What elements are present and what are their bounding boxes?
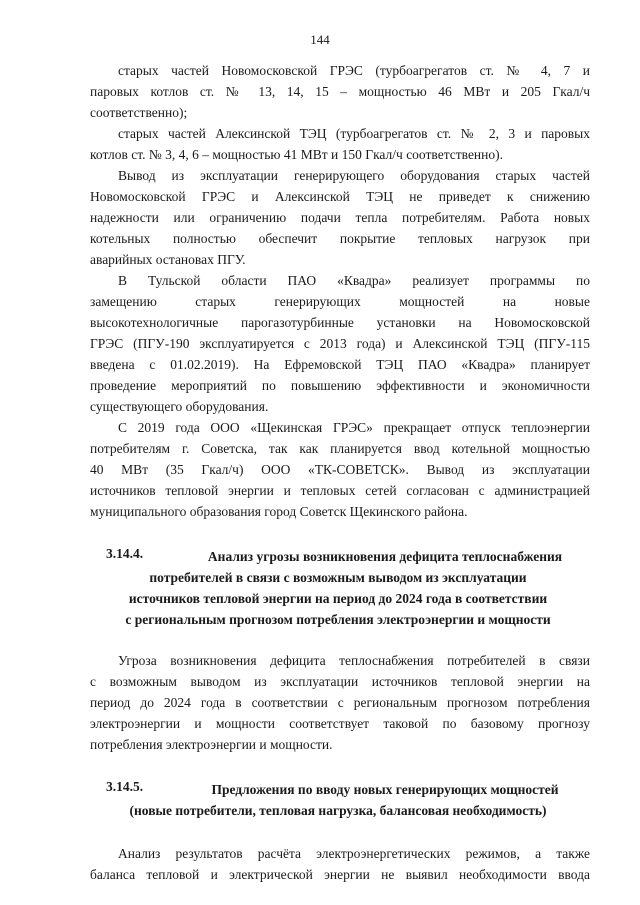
- text-line: баланса тепловой и электрической энергии не выявил необходимости ввода: [90, 867, 590, 882]
- section-title-line: потребителей в связи с возможным выводом из эксплуатации: [149, 570, 527, 585]
- text-line: ГРЭС (ПГУ-190 эксплуатируется с 2013 года) и Алексинской ТЭЦ (ПГУ-115: [90, 336, 590, 351]
- section-title-line: Предложения по вводу новых генерирующих мощностей: [211, 782, 559, 797]
- text-line: проведение мероприятий по повышению эффективности и экономичности: [90, 378, 590, 393]
- text-line: Угроза возникновения дефицита теплоснабжения потребителей в связи: [118, 653, 590, 668]
- text-line: В Тульской области ПАО «Квадра» реализует программы по: [118, 273, 590, 288]
- text-line: потребления электроэнергии и мощности.: [90, 737, 333, 752]
- section-number: 3.14.4.: [106, 546, 144, 561]
- text-line: котлов ст. № 3, 4, 6 – мощностью 41 МВт и 150 Гкал/ч соответственно).: [90, 147, 504, 162]
- section-title-line: (новые потребители, тепловая нагрузка, балансовая необходимость): [129, 803, 547, 818]
- section-title-line: источников тепловой энергии на период до 2024 года в соответствии: [128, 591, 548, 606]
- text-line: котельных полностью обеспечит покрытие тепловых нагрузок при: [90, 231, 590, 246]
- text-line: 40 МВт (35 Гкал/ч) ООО «ТК-СОВЕТСК». Вывод из эксплуатации: [90, 462, 590, 477]
- text-line: Вывод из эксплуатации генерирующего оборудования старых частей: [118, 168, 590, 183]
- section-title-line: с региональным прогнозом потребления электроэнергии и мощности: [125, 612, 551, 627]
- text-line: аварийных остановах ПГУ.: [90, 252, 246, 267]
- text-line: потребителям г. Советска, так как планируется ввод котельной мощностью: [90, 441, 590, 456]
- text-line: источников тепловой энергии и тепловых сетей согласован с администрацией: [90, 483, 590, 498]
- text-line: с возможным выводом из эксплуатации источников тепловой энергии на: [90, 674, 590, 689]
- section-number: 3.14.5.: [106, 779, 144, 794]
- text-line: муниципального образования город Советск Щекинского района.: [90, 504, 468, 519]
- text-line: замещению старых генерирующих мощностей на новые: [90, 294, 590, 309]
- text-line: введена с 01.02.2019). На Ефремовской ТЭЦ ПАО «Квадра» планирует: [90, 357, 590, 372]
- text-line: электроэнергии и мощности соответствует таковой по базовому прогнозу: [90, 716, 590, 731]
- page-number: 144: [310, 32, 330, 47]
- text-line: высокотехнологичные парогазотурбинные установки на Новомосковской: [90, 315, 590, 330]
- text-line: Новомосковской ГРЭС и Алексинской ТЭЦ не приведет к снижению: [90, 189, 590, 204]
- text-line: существующего оборудования.: [90, 399, 269, 414]
- text-line: паровых котлов ст. № 13, 14, 15 – мощностью 46 МВт и 205 Гкал/ч: [90, 84, 590, 99]
- text-line: старых частей Новомосковской ГРЭС (турбоагрегатов ст. № 4, 7 и: [118, 63, 590, 78]
- section-title-line: Анализ угрозы возникновения дефицита теплоснабжения: [207, 549, 563, 564]
- text-line: С 2019 года ООО «Щекинская ГРЭС» прекращает отпуск теплоэнергии: [118, 420, 590, 435]
- text-line: соответственно);: [90, 105, 188, 120]
- text-line: Анализ результатов расчёта электроэнергетических режимов, а также: [118, 846, 590, 861]
- text-line: надежности или ограничению подачи тепла потребителям. Работа новых: [90, 210, 590, 225]
- text-line: старых частей Алексинской ТЭЦ (турбоагрегатов ст. № 2, 3 и паровых: [118, 126, 590, 141]
- text-line: период до 2024 года в соответствии с региональным прогнозом потребления: [90, 695, 590, 710]
